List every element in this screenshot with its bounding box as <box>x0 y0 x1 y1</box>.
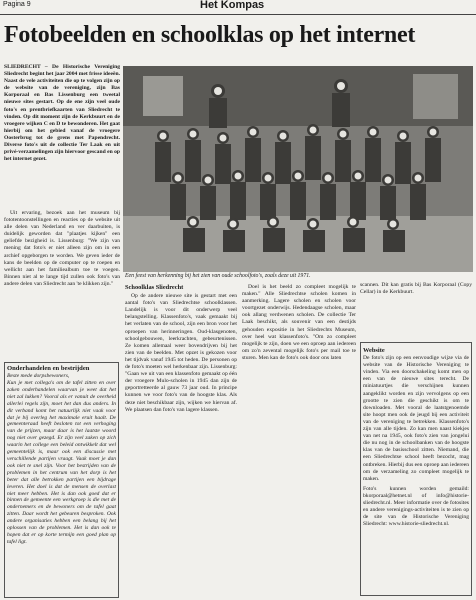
col1-paragraph: Uit ervaring, bezoek aan het museum bij fototentoonstellingen en reacties op de website uit alle delen van Nederland en ver daarbuiten, is duidelijk geworden dat "plaatjes kijken" een geliefde bezigheid is. Lissenburg: "We zijn van mening dat foto's er niet alleen zijn om in een archief opgeborgen te worden. We geven ieder de kans de beelden op de computer op te roepen en wellicht aan het familiealbum toe te voegen. Binnen niet al te lange tijd zullen ook foto's van andere delen van Sliedrecht aan 'te klikken zijn." <box>4 210 120 287</box>
subhead-website: Website <box>363 347 385 354</box>
website-section <box>360 342 472 596</box>
column-box-title: Onderhandelen en bestrijden <box>7 365 90 372</box>
intro-paragraph: SLIEDRECHT – De Historische Vereniging Sliedrecht begint het jaar 2004 met frisse ideeën. Naast de vele activiteiten die op te volgen zijn op de website van de vereniging, zijn Bas Korporaal en Bas Lissenburg een tweetal nieuwe sites gestart. Op de ene zijn veel oude foto's en prentbriefkaarten van Sliedrecht te vinden. Op dit moment zijn de Kerkbuurt en de vroegere wijken C en D te bewonderen. Het gaat hierbij om het gebied vanaf de vroegere Oosterbrug tot de grens met Papendrecht. Diverse foto's uit de collectie Ter Laak en uit privé-verzamelingen zijn hiervoor gescand en op het internet gezet. <box>4 64 120 163</box>
class-photo <box>123 66 473 272</box>
col2b-paragraph: Doel is het beeld zo compleet mogelijk te maken." Alle Sliedrechtse scholen komen in aanmerking. Lagere scholen en scholen voor voortgezet onderwijs. Hedendaagse scholen, maar ook allang verdwenen scholen. De collectie Ter Laak beschikt, als souvenir van een destijds gehouden expositie in het Sliedrechts Museum, over heel wat klassenfoto's. "Om zo compleet mogelijk te zijn, doen we een oproep aan iedereen om zo'n zevental mogelijk foto's per mail toe te sturen. Men kan de foto's ook door ons laten <box>242 284 356 361</box>
column-1-body <box>4 210 120 360</box>
top-bar <box>0 0 476 15</box>
subhead-schoolklas: Schoolklas Sliedrecht <box>125 284 184 291</box>
col2-paragraph: Op de andere nieuwe site is gestart met een aantal foto's van Sliedrechtse schoolklassen. Landelijk is voor dit onderwerp veel belangstelling. Klassenfoto's, vaak gemaakt bij het verlaten van de school, zijn een bron voor het oproepen van herinneringen. Oud-klasgenoten, schoolgebouwen, leerkrachten, gebeurtenissen. Ze komen allemaal weer bovendrijven bij het zien van de beelden. Met opzet is gekozen voor het tijdvak vanaf 1945 tot heden. De personen op de foto's moeten wel herkenbaar zijn. Lissenburg: "Gaan we uit van een klassenfoto gemaakt op één der vroegere Mulo-scholen in 1945 dan zijn de geportretteerde al gauw 73 jaar oud. In principe kunnen we voor foto's van de hoogste klas. Als deze niet beschikbaar zijn, wijken we hiervan af. We plaatsen dan foto's van lagere klassen. <box>125 293 237 413</box>
column-box-subtitle: Beste mede dorpsbewoners, <box>7 373 70 379</box>
class-photo-image <box>123 66 473 272</box>
column-box-body: Kun je met collega's om de tafel zitten en over zaken onderhandelen waarvan je weet dat het niet zal lukken? Vooral als er vanuit de overheid allerlei regels zijn, moet het dan dus anders. In dit verband komt het natuurlijk niet vaak voor dat je bij overleg het maximale eruit haalt. De gemeenteraad heeft besloten tot een verhoging van de prijzen, maar daar is het laatste woord nog niet over gezegd. Er zijn veel zaken op zich waarin het college een beleid ontwikkelt dat wel gemeentelijk is, maar ook een discussie met verschillende partijen vraagt. Vaak moet je dan ook niet te snel zijn. Voor het bestrijden van de problemen in het centrum van het dorp is het beter dat alle betrokken partijen een bijdrage leveren. Het doel is dat de mensen de overlast niet meer hebben. Het is dan ook goed dat er binnen de gemeente een werkgroep is die met de ondernemers en de bewoners om de tafel gaat zitten. Daar wordt het gebeuren besproken. Ook andere organisaties hebben een belang bij het oplossen van de problemen. Het is dan ook te hopen dat er op korte termijn een goed plan op tafel ligt. <box>7 380 116 545</box>
page-number: Pagina 9 <box>3 1 31 8</box>
column-box <box>4 362 119 598</box>
column-4-top: scannen. Dit kan gratis bij Bas Korporaal (Copy Cellar) in de Kerkbuurt. <box>360 282 472 296</box>
column-3 <box>242 284 356 596</box>
website-footer: Foto's kunnen worden gemaild: bkorporaal@hetnet.nl of info@historie-sliedrecht.nl. Meer informatie over de fotosites en andere verenigings-activiteiten is te zien op de site van de Historische Vereniging Sliedrecht: www.historie-sliedrecht.nl. <box>363 485 469 528</box>
website-paragraph: De foto's zijn op een eenvoudige wijze via de website van de Historische Vereniging te vinden. Via een doorschakeling komt men op een van de nieuwe sites terecht. De miniatuurtjes die verschijnen kunnen aangeklikt worden en zijn vervolgens op een grootte te zien die geschikt is om te downloaden. Met vooral de laatstgenoemde site hoopt men ook de jeugd bij een activiteit van de vereniging te betrekken. Klassenfoto's zijn van alle tijden. Zo kan men naast kiekjes van net na 1945, ook foto's zien van jongelui die nu nog in de schoolbanken van de hoogste klas van de basisschool zitten. Niemand, die een Sliedrechtse school heeft bezocht, mag ontbreken. Hierbij dus een oproep aan iedereen om de verzameling zo compleet mogelijk te maken. <box>363 355 469 482</box>
column-2 <box>125 284 237 596</box>
newspaper-name: Het Kompas <box>200 0 265 11</box>
photo-caption: Een feest van herkenning bij het zien van oude schoolfoto's, zoals deze uit 1971. <box>125 273 311 279</box>
headline: Fotobeelden en schoolklas op het internet <box>4 22 416 48</box>
